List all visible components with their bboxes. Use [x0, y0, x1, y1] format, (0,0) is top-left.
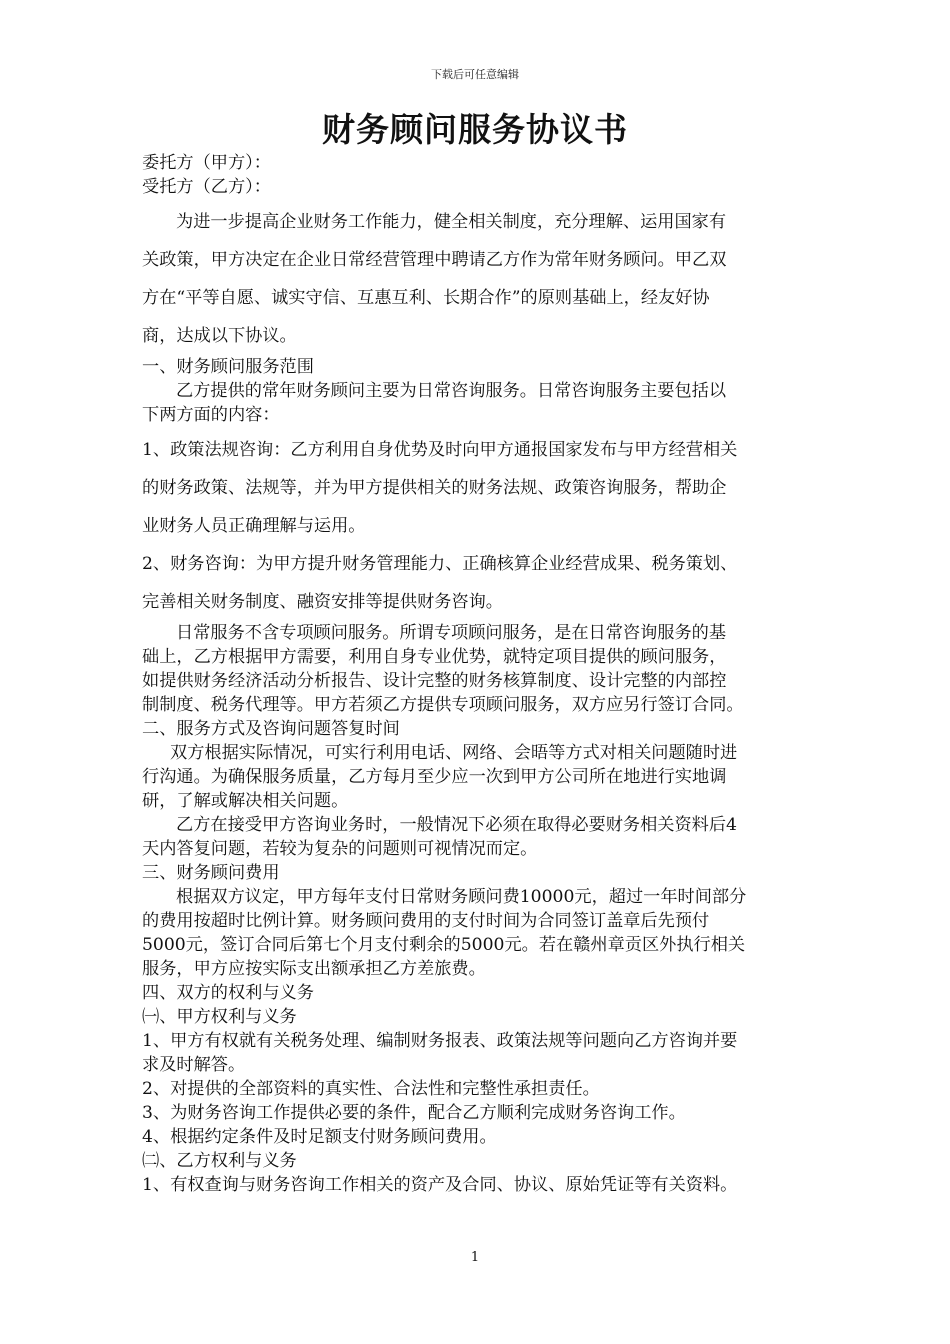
page-number: 1: [470, 1250, 480, 1265]
item-line: 1、政策法规咨询：乙方利用自身优势及时向甲方通报国家发布与甲方经营相关: [142, 440, 738, 460]
provider-rights-list: [142, 1173, 812, 1197]
client-party: 委托方（甲方）：: [142, 153, 271, 173]
method-line: 研，了解或解决相关问题。: [142, 791, 349, 811]
fee-line: 服务，甲方应按实际支出额承担乙方差旅费。: [142, 959, 486, 979]
fee-line: 的费用按超时比例计算。财务顾问费用的支付时间为合同签订盖章后先预付: [142, 911, 710, 931]
special-line: 日常服务不含专项顾问服务。所谓专项顾问服务，是在日常咨询服务的基: [176, 623, 727, 643]
method-line: 行沟通。为确保服务质量，乙方每月至少应一次到甲方公司所在地进行实地调: [142, 767, 727, 787]
document-title: 财务顾问服务协议书: [322, 110, 628, 149]
item-line: 完善相关财务制度、融资安排等提供财务咨询。: [142, 592, 503, 612]
special-line: 础上，乙方根据甲方需要，利用自身专业优势，就特定项目提供的顾问服务，: [142, 647, 727, 667]
section1-line: 乙方提供的常年财务顾问主要为日常咨询服务。日常咨询服务主要包括以: [176, 381, 727, 401]
special-service-paragraph: [142, 621, 812, 717]
reply-line: 乙方在接受甲方咨询业务时，一般情况下必须在取得必要财务相关资料后4: [176, 815, 737, 835]
special-line: 如提供财务经济活动分析报告、设计完整的财务核算制度、设计完整的内部控: [142, 671, 727, 691]
financial-consulting-item: [142, 545, 812, 621]
section2-heading: 二、服务方式及咨询问题答复时间: [142, 719, 400, 739]
list-item: 2、对提供的全部资料的真实性、合法性和完整性承担责任。: [142, 1079, 600, 1099]
fee-line: 5000元，签订合同后第七个月支付剩余的5000元。若在赣州章贡区外执行相关: [142, 935, 746, 955]
reply-time-paragraph: [142, 813, 812, 861]
list-item: 求及时解答。: [142, 1055, 246, 1075]
client-rights-list: [142, 1029, 812, 1149]
client-rights-subheading: ㈠、甲方权利与义务: [142, 1007, 297, 1027]
item-line: 业财务人员正确理解与运用。: [142, 516, 366, 536]
section4-heading: 四、双方的权利与义务: [142, 983, 314, 1003]
method-line: 双方根据实际情况，可实行利用电话、网络、会晤等方式对相关问题随时进: [170, 743, 738, 763]
section3-heading: 三、财务顾问费用: [142, 863, 280, 883]
list-item: 1、有权查询与财务咨询工作相关的资产及合同、协议、原始凭证等有关资料。: [142, 1175, 738, 1195]
service-method-paragraph: [142, 741, 812, 813]
intro-line: 商，达成以下协议。: [142, 326, 297, 346]
list-item: 1、甲方有权就有关税务处理、编制财务报表、政策法规等问题向乙方咨询并要: [142, 1031, 738, 1051]
policy-consulting-item: [142, 431, 812, 545]
section1-paragraph: [142, 379, 812, 427]
fee-paragraph: [142, 885, 812, 981]
provider-rights-subheading: ㈡、乙方权利与义务: [142, 1151, 297, 1171]
fee-line: 根据双方议定，甲方每年支付日常财务顾问费10000元，超过一年时间部分: [176, 887, 747, 907]
item-line: 2、财务咨询：为甲方提升财务管理能力、正确核算企业经营成果、税务策划、: [142, 554, 738, 574]
list-item: 3、为财务咨询工作提供必要的条件，配合乙方顺利完成财务咨询工作。: [142, 1103, 686, 1123]
document-body: [142, 151, 812, 1197]
header-note: 下载后可任意编辑: [431, 68, 519, 81]
reply-line: 天内答复问题，若较为复杂的问题则可视情况而定。: [142, 839, 538, 859]
intro-line: 方在“平等自愿、诚实守信、互惠互利、长期合作”的原则基础上，经友好协: [142, 288, 710, 308]
intro-paragraph: [142, 203, 812, 355]
list-item: 4、根据约定条件及时足额支付财务顾问费用。: [142, 1127, 497, 1147]
special-line: 制制度、税务代理等。甲方若须乙方提供专项顾问服务，双方应另行签订合同。: [142, 695, 744, 715]
item-line: 的财务政策、法规等，并为甲方提供相关的财务法规、政策咨询服务，帮助企: [142, 478, 727, 498]
section1-line: 下两方面的内容：: [142, 405, 280, 425]
section1-heading: 一、财务顾问服务范围: [142, 357, 314, 377]
intro-line: 为进一步提高企业财务工作能力，健全相关制度，充分理解、运用国家有: [176, 212, 727, 232]
provider-party: 受托方（乙方）：: [142, 177, 271, 197]
intro-line: 关政策，甲方决定在企业日常经营管理中聘请乙方作为常年财务顾问。甲乙双: [142, 250, 727, 270]
